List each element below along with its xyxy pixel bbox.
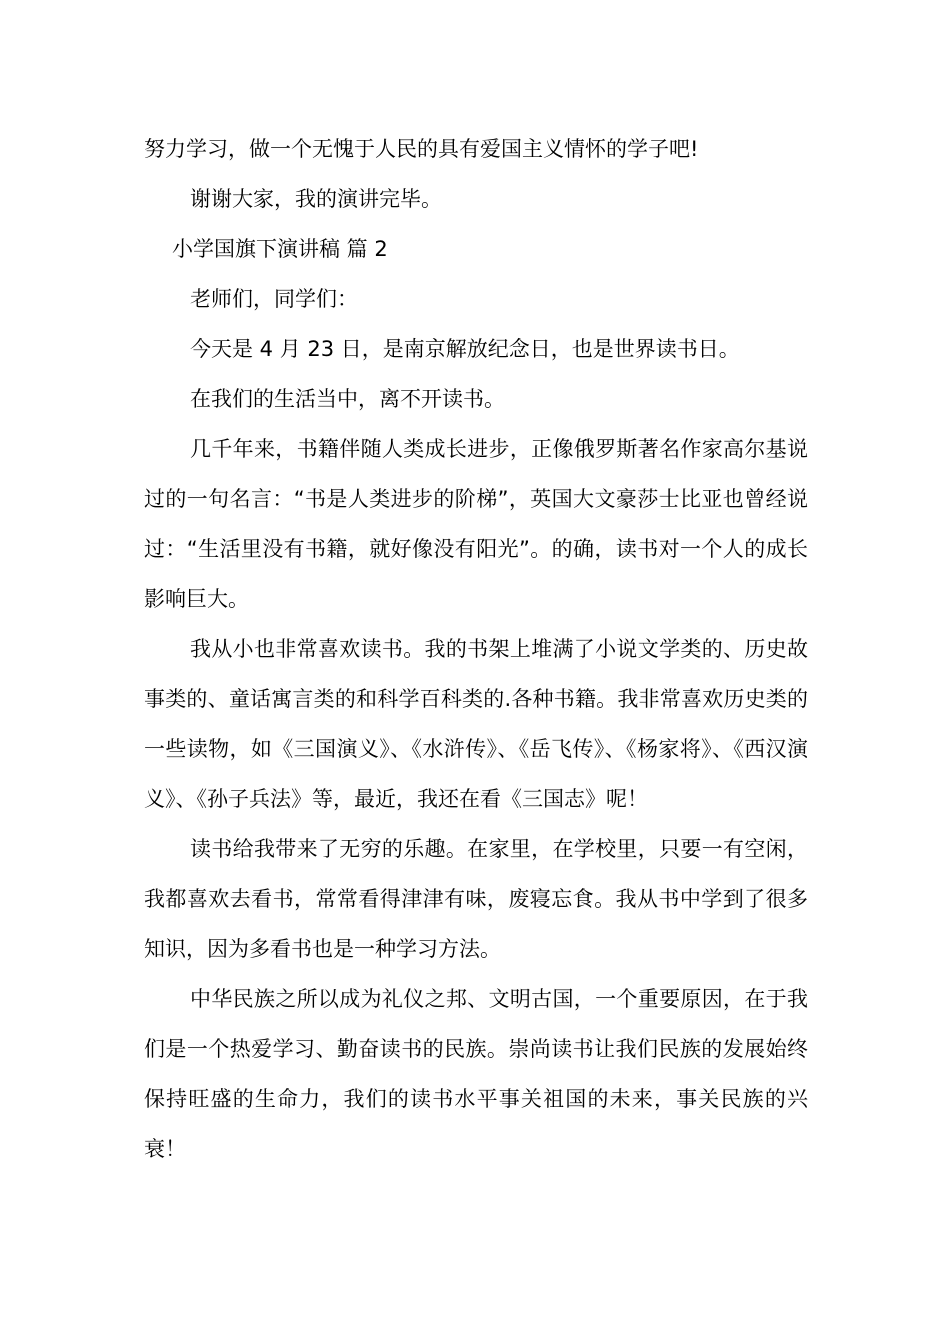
paragraph-greeting: 老师们，同学们： — [190, 287, 358, 311]
paragraph-closing-line: 努力学习，做一个无愧于人民的具有爱国主义情怀的学子吧! — [144, 137, 699, 161]
section-title: 小学国旗下演讲稿 篇 2 — [172, 237, 388, 261]
paragraph-thanks: 谢谢大家，我的演讲完毕。 — [190, 187, 442, 211]
paragraph-love-reading: 我从小也非常喜欢读书。我的书架上堆满了小说文学类的、历史故事类的、童话寓言类的和科学百科类的.各种书籍。我非常喜欢历史类的一些读物，如《三国演义》、《水浒传》、《岳飞传》、《杨家将》、《西汉演义》、《孙子兵法》等，最近，我还在看《三国志》呢！ — [144, 637, 808, 811]
document-text — [144, 124, 808, 1174]
paragraph-nation-reading: 中华民族之所以成为礼仪之邦、文明古国，一个重要原因，在于我们是一个热爱学习、勤奋读书的民族。崇尚读书让我们民族的发展始终保持旺盛的生命力，我们的读书水平事关祖国的未来，事关民族的兴衰！ — [144, 987, 808, 1161]
paragraph-date: 今天是 4 月 23 日，是南京解放纪念日，也是世界读书日。 — [190, 337, 740, 361]
paragraph-books-progress: 几千年来，书籍伴随人类成长进步，正像俄罗斯著名作家高尔基说过的一句名言：“书是人类进步的阶梯”，英国大文豪莎士比亚也曾经说过：“生活里没有书籍，就好像没有阳光”。的确，读书对一个人的成长影响巨大。 — [144, 437, 808, 611]
paragraph-joy-reading: 读书给我带来了无穷的乐趣。在家里，在学校里，只要一有空闲，我都喜欢去看书，常常看得津津有味，废寝忘食。我从书中学到了很多知识，因为多看书也是一种学习方法。 — [144, 837, 808, 961]
paragraph-reading-life: 在我们的生活当中，离不开读书。 — [190, 387, 505, 411]
